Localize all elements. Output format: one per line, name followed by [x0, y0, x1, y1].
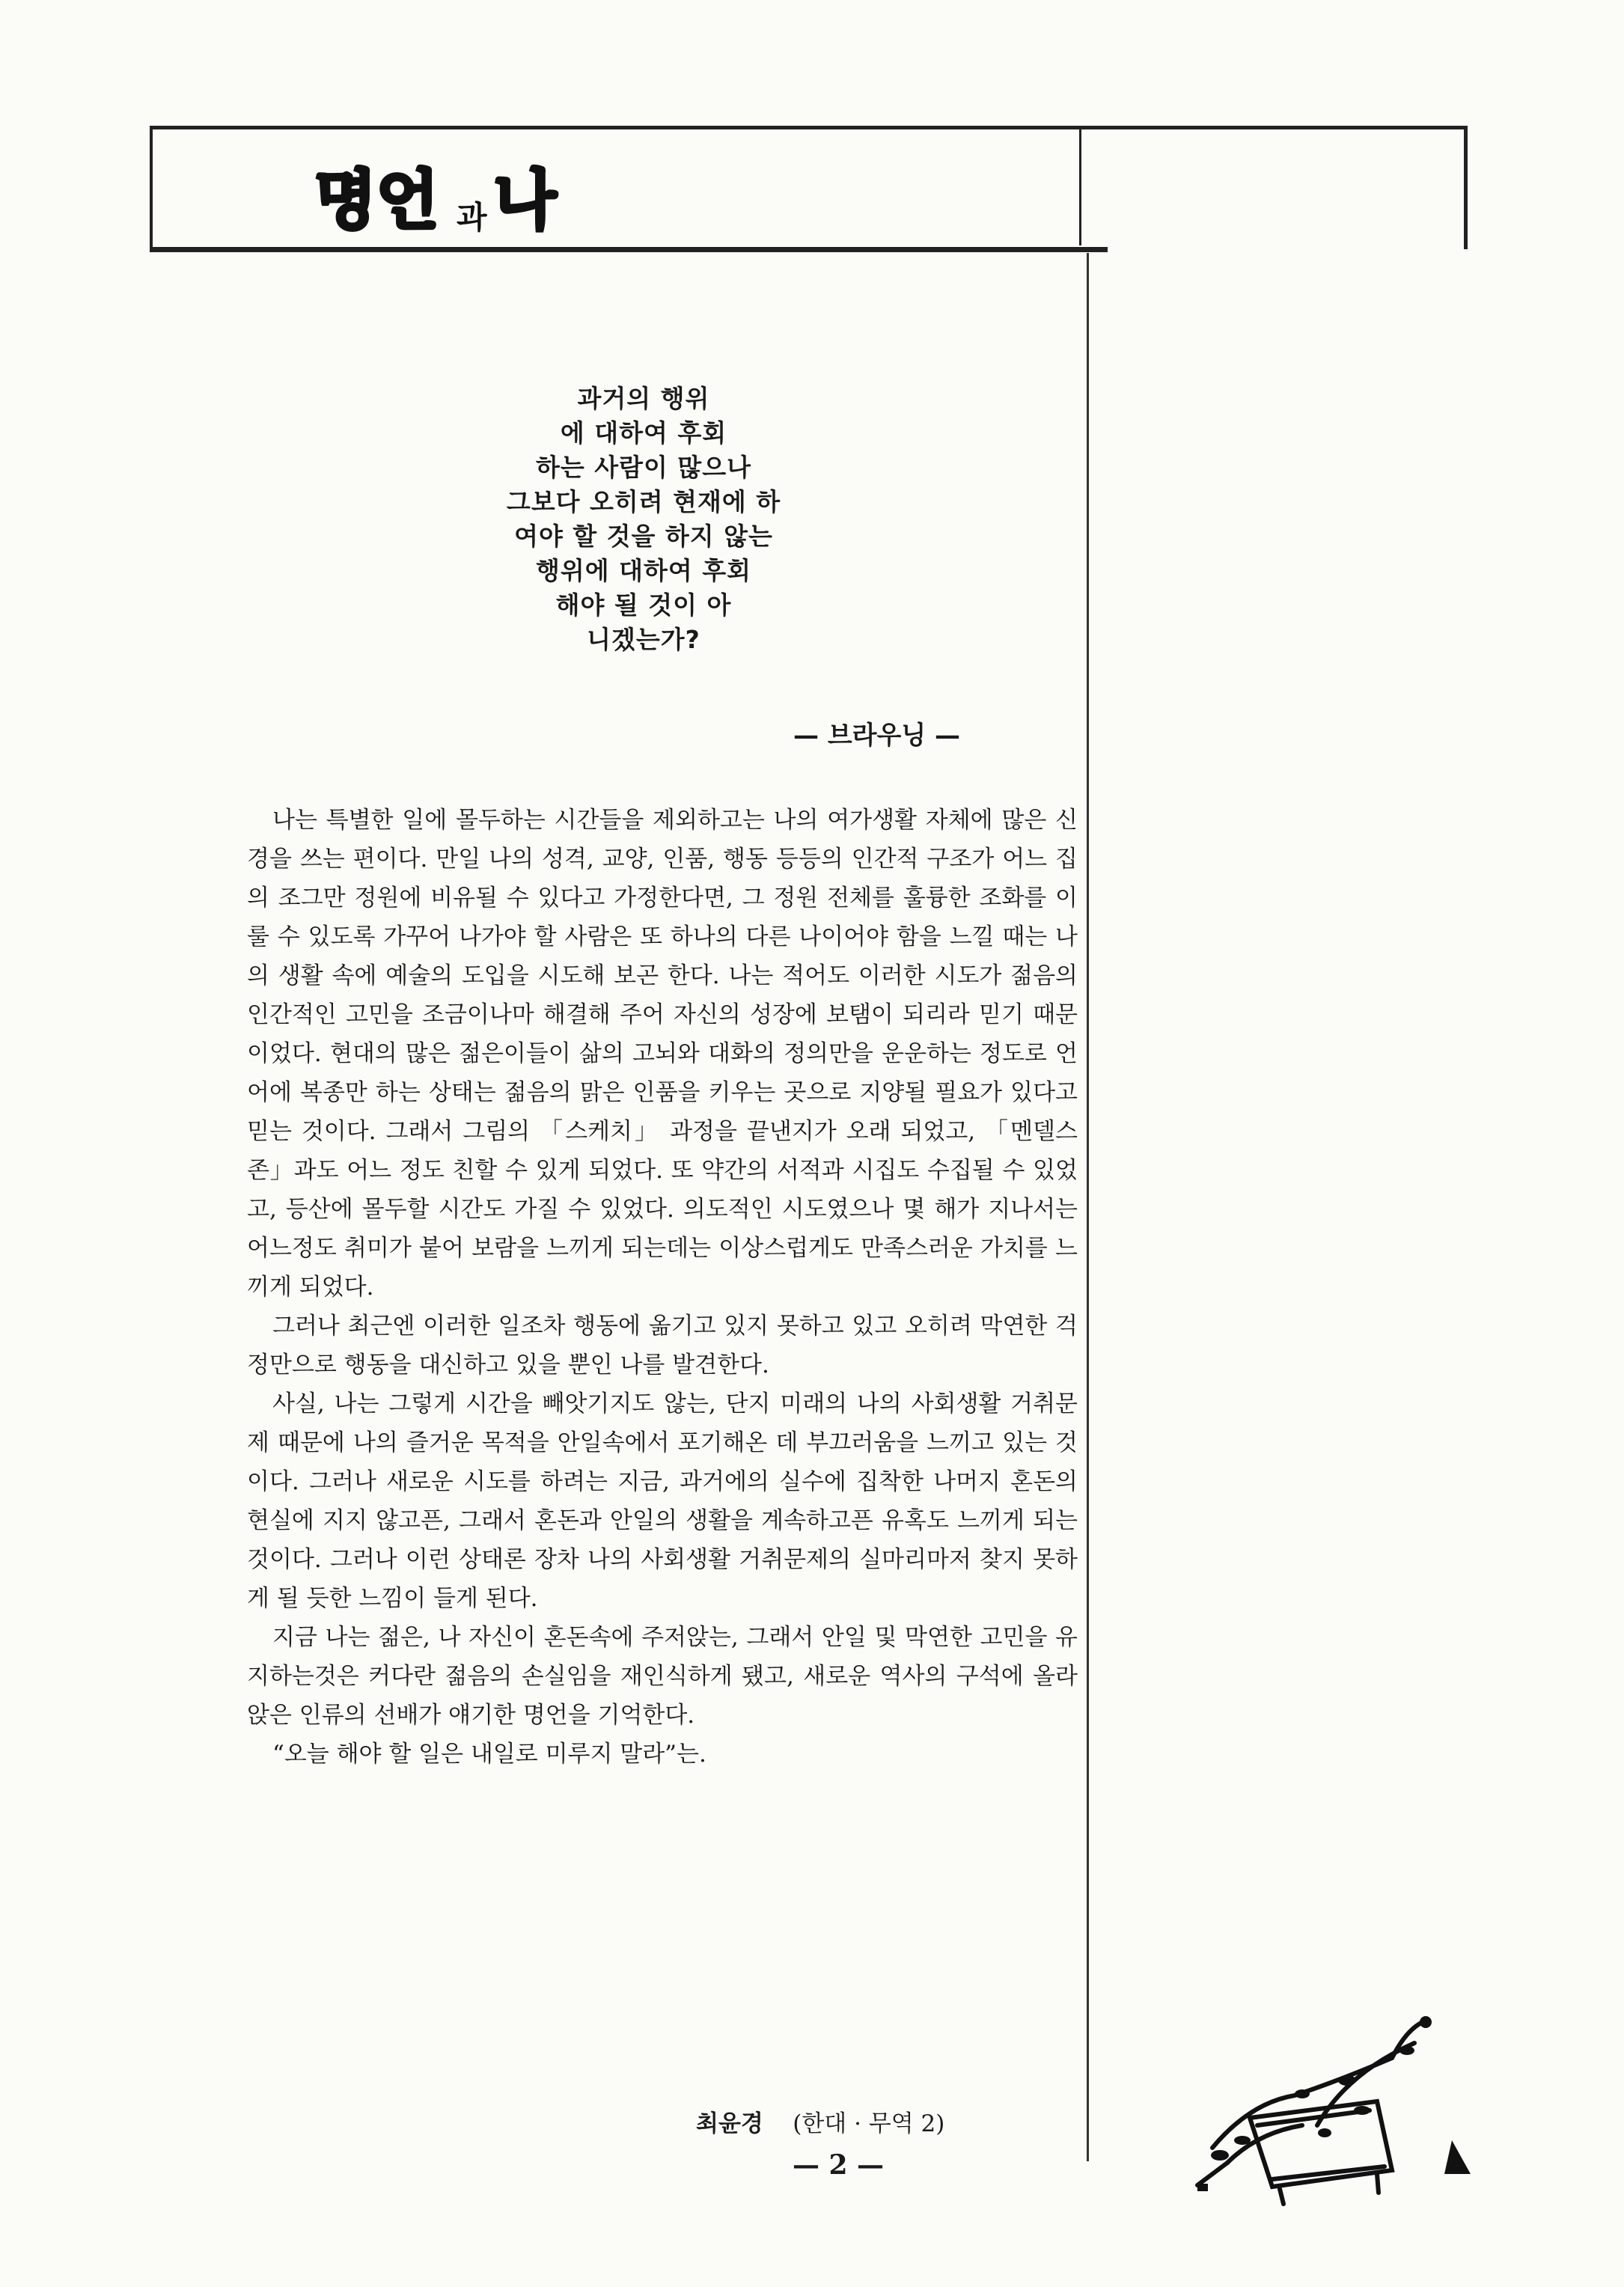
quote-author: — 브라우닝 — — [793, 721, 961, 751]
quote-line: 에 대하여 후회 — [560, 418, 727, 448]
author-signature — [696, 2104, 1033, 2138]
quote-line: 그보다 오히려 현재에 하 — [506, 487, 781, 516]
header-divider — [1079, 127, 1081, 245]
logo-word-big: 명언 — [314, 163, 439, 238]
header-rule — [150, 247, 1108, 252]
epigraph-quote — [419, 382, 868, 657]
logo-word-end: 나 — [494, 163, 557, 238]
logo-word-small: 과 — [457, 199, 487, 236]
potted-plant-illustration — [1167, 2013, 1482, 2208]
body-paragraph: 사실, 나는 그렇게 시간을 빼앗기지도 않는, 단지 미래의 나의 사회생활 거취문제 때문에 나의 즐거운 목적을 안일속에서 포기해온 데 부끄러움을 느끼고 있는 것이다. 그러나 새로운 시도를 하려는 지금, 과거에의 실수에 집착한 나머지 혼돈의 현실에 지지 않고픈, 그래서 혼돈과 안일의 생활을 계속하고픈 유혹도 느끼게 되는 것이다. 그러나 이런 상태론 장차 나의 사회생활 거취문제의 실마리마저 찾지 못하게 될 듯한 느낌이 들게 된다. — [247, 1390, 1078, 1612]
quote-line: 하는 사람이 많으나 — [535, 453, 751, 482]
essay-body — [247, 801, 1078, 1774]
quote-line: 여야 할 것을 하지 않는 — [514, 522, 773, 551]
page-number: — 2 — — [792, 2149, 885, 2181]
column-rule — [1087, 253, 1089, 2161]
body-paragraph: “오늘 해야 할 일은 내일로 미루지 말라”는. — [272, 1741, 706, 1768]
body-paragraph: 그러나 최근엔 이러한 일조차 행동에 옮기고 있지 못하고 있고 오히려 막연한 걱정만으로 행동을 대신하고 있을 뿐인 나를 발견한다. — [247, 1313, 1078, 1378]
quote-line: 니겠는가? — [587, 625, 700, 654]
body-paragraph: 나는 특별한 일에 몰두하는 시간들을 제외하고는 나의 여가생활 자체에 많은 신경을 쓰는 편이다. 만일 나의 성격, 교양, 인품, 행동 등등의 인간적 구조가 어느 집의 조그만 정원에 비유될 수 있다고 가정한다면, 그 정원 전체를 훌륭한 조화를 이룰 수 있도록 가꾸어 나가야 할 사람은 또 하나의 다른 나이어야 함을 느낄 때는 나의 생활 속에 예술의 도입을 시도해 보곤 한다. 나는 적어도 이러한 시도가 젊음의 인간적인 고민을 조금이나마 해결해 주어 자신의 성장에 보탬이 되리라 믿기 때문이었다. 현대의 많은 젊은이들이 삶의 고뇌와 대화의 정의만을 운운하는 정도로 언어에 복종만 하는 상태는 젊음의 맑은 인품을 키우는 곳으로 지양될 필요가 있다고 믿는 것이다. 그래서 그림의 「스케치」 과정을 끝낸지가 오래 되었고, 「멘델스존」과도 어느 정도 친할 수 있게 되었다. 또 약간의 서적과 시집도 수집될 수 있었고, 등산에 몰두할 시간도 가질 수 있었다. 의도적인 시도였으나 몇 해가 지나서는 어느정도 취미가 붙어 보람을 느끼게 되는데는 이상스럽게도 만족스러운 가치를 느끼게 되었다. — [247, 807, 1078, 1301]
quote-line: 행위에 대하여 후회 — [535, 556, 751, 585]
author-name: 최윤경 — [696, 2110, 763, 2137]
body-paragraph: 지금 나는 젊은, 나 자신이 혼돈속에 주저앉는, 그래서 안일 및 막연한 고민을 유지하는것은 커다란 젊음의 손실임을 재인식하게 됐고, 새로운 역사의 구석에 올라앉은 인류의 선배가 얘기한 명언을 기억한다. — [247, 1624, 1078, 1729]
quote-line: 과거의 행위 — [577, 384, 710, 413]
author-affiliation: (한대 · 무역 2) — [793, 2110, 945, 2137]
header-logo — [314, 153, 584, 239]
quote-line: 해야 될 것이 아 — [555, 590, 732, 620]
